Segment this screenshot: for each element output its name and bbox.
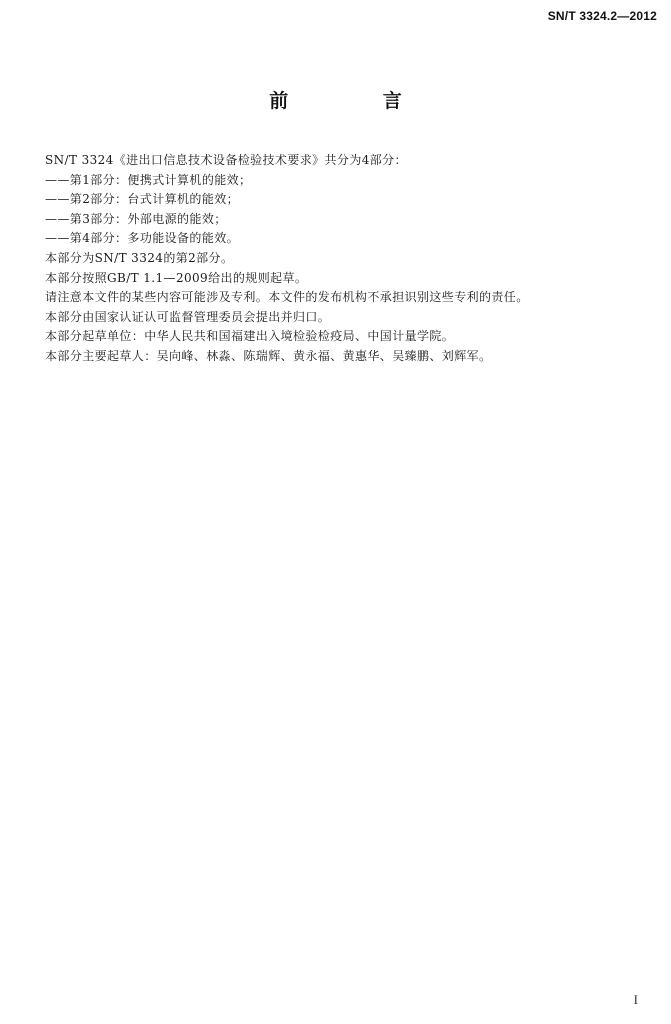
list-item-part-1: ——第1部分：便携式计算机的能效； [45,172,252,187]
list-item-part-3: ——第3部分：外部电源的能效； [45,211,227,226]
page-title: 前 言 [269,90,446,112]
paragraph-drafting-units: 本部分起草单位：中华人民共和国福建出入境检验检疫局、中国计量学院。 [45,329,455,344]
body-text [45,151,645,367]
paragraph-proposer: 本部分由国家认证认可监督管理委员会提出并归口。 [45,309,331,324]
paragraph-patent-notice: 请注意本文件的某些内容可能涉及专利。本文件的发布机构不承担识别这些专利的责任。 [45,290,529,305]
paragraph-this-part: 本部分为SN/T 3324的第2部分。 [45,250,234,265]
page-number: I [633,992,638,1007]
list-item-part-4: ——第4部分：多功能设备的能效。 [45,231,240,246]
paragraph-intro: SN/T 3324《进出口信息技术设备检验技术要求》共分为4部分： [45,153,407,167]
paragraph-drafting-rules: 本部分按照GB/T 1.1—2009给出的规则起草。 [45,270,308,285]
paragraph-drafters: 本部分主要起草人：吴向峰、林淼、陈瑞辉、黄永福、黄惠华、吴臻鹏、刘辉军。 [45,348,492,363]
standard-code: SN/T 3324.2—2012 [547,9,657,23]
list-item-part-2: ——第2部分：台式计算机的能效； [45,192,240,207]
